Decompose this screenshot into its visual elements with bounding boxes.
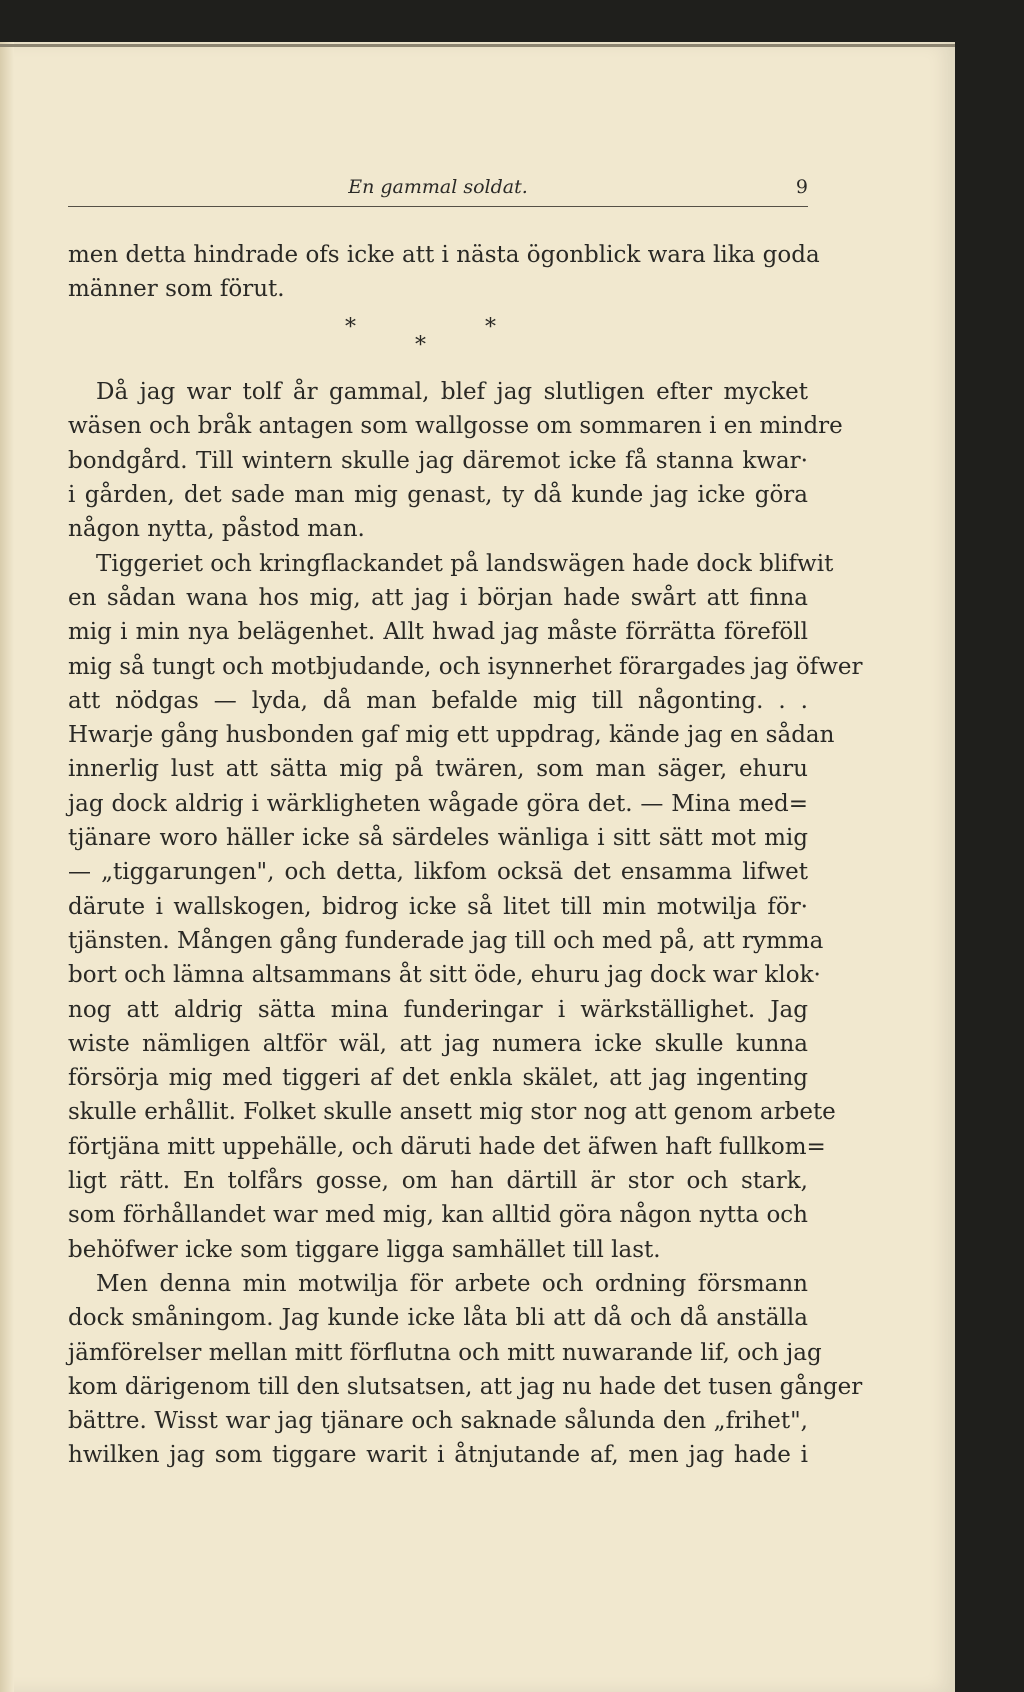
page-left-edge	[0, 42, 14, 1692]
text-line: men detta hindrade ofs icke att i nästa ögonblick wara lika goda	[68, 242, 820, 268]
text-line: Tiggeriet och kringflackandet på landswägen hade dock blifwit	[96, 550, 834, 577]
text-line: männer som förut.	[68, 276, 285, 303]
text-line: någon nytta, påstod man.	[68, 516, 365, 543]
text-line: försörja mig med tiggeri af det enkla skälet, att jag ingenting	[68, 1065, 808, 1092]
page-number: 9	[795, 176, 808, 198]
text-line: behöfwer icke som tiggare ligga samhället till last.	[68, 1236, 661, 1263]
text-line: Men denna min motwilja för arbete och ordning försmann	[96, 1270, 808, 1297]
text-line: en sådan wana hos mig, att jag i början hade swårt att finna	[68, 584, 808, 611]
text-line: tjänsten. Mången gång funderade jag till och med på, att rymma	[68, 927, 824, 954]
separator-asterisk: *	[485, 314, 496, 340]
text-line: jämförelser mellan mitt förflutna och mitt nuwarande lif, och jag	[68, 1339, 822, 1366]
text-line: i gården, det sade man mig genast, ty då kunde jag icke göra	[68, 482, 808, 509]
page-top-edge	[0, 44, 955, 47]
text-line: bort och lämna altsammans åt sitt öde, ehuru jag dock war klok·	[68, 962, 821, 989]
text-line: bättre. Wisst war jag tjänare och saknade sålunda den „frihet",	[68, 1408, 808, 1435]
body-text	[68, 238, 863, 1473]
text-line: nog att aldrig sätta mina funderingar i wärkställighet. Jag	[68, 996, 808, 1023]
text-line: Hwarje gång husbonden gaf mig ett uppdrag, kände jag en sådan	[68, 722, 835, 749]
text-line: förtjäna mitt uppehälle, och däruti hade det äfwen haft fullkom=	[68, 1133, 826, 1160]
separator-asterisk: *	[345, 314, 356, 340]
text-line: hwilken jag som tiggare warit i åtnjutande af, men jag hade i	[68, 1442, 808, 1469]
text-line: mig så tungt och motbjudande, och isynnerhet förargades jag öfwer	[68, 653, 863, 680]
text-line: wäsen och bråk antagen som wallgosse om sommaren i en mindre	[68, 413, 843, 440]
separator-asterisk: *	[415, 332, 426, 358]
running-header	[68, 172, 808, 207]
section-separator	[68, 307, 808, 376]
text-line: — „tiggarungen", och detta, likfom ocksä det ensamma lifwet	[68, 859, 808, 886]
text-line: skulle erhållit. Folket skulle ansett mig stor nog att genom arbete	[68, 1099, 836, 1126]
text-line: jag dock aldrig i wärkligheten wågade göra det. — Mina med=	[68, 790, 808, 817]
text-line: ligt rätt. En tolfårs gosse, om han därtill är stor och stark,	[68, 1168, 808, 1195]
text-line: Då jag war tolf år gammal, blef jag slutligen efter mycket	[96, 379, 808, 406]
text-line: mig i min nya belägenhet. Allt hwad jag måste förrätta föreföll	[68, 619, 808, 646]
text-line: kom därigenom till den slutsatsen, att jag nu hade det tusen gånger	[68, 1373, 863, 1400]
running-title: En gammal soldat.	[348, 176, 528, 198]
text-line: att nödgas — lyda, då man befalde mig till någonting. . .	[68, 687, 808, 714]
text-line: bondgård. Till wintern skulle jag däremot icke få stanna kwar·	[68, 447, 808, 474]
text-line: wiste nämligen altför wäl, att jag numera icke skulle kunna	[68, 1030, 808, 1057]
text-line: tjänare woro häller icke så särdeles wänliga i sitt sätt mot mig	[68, 825, 808, 852]
text-line: innerlig lust att sätta mig på twären, som man säger, ehuru	[68, 756, 808, 783]
text-line: därute i wallskogen, bidrog icke så litet till min motwilja för·	[68, 893, 808, 920]
text-line: som förhållandet war med mig, kan alltid göra någon nytta och	[68, 1202, 808, 1229]
text-line: dock småningom. Jag kunde icke låta bli att då och då anställa	[68, 1305, 808, 1332]
